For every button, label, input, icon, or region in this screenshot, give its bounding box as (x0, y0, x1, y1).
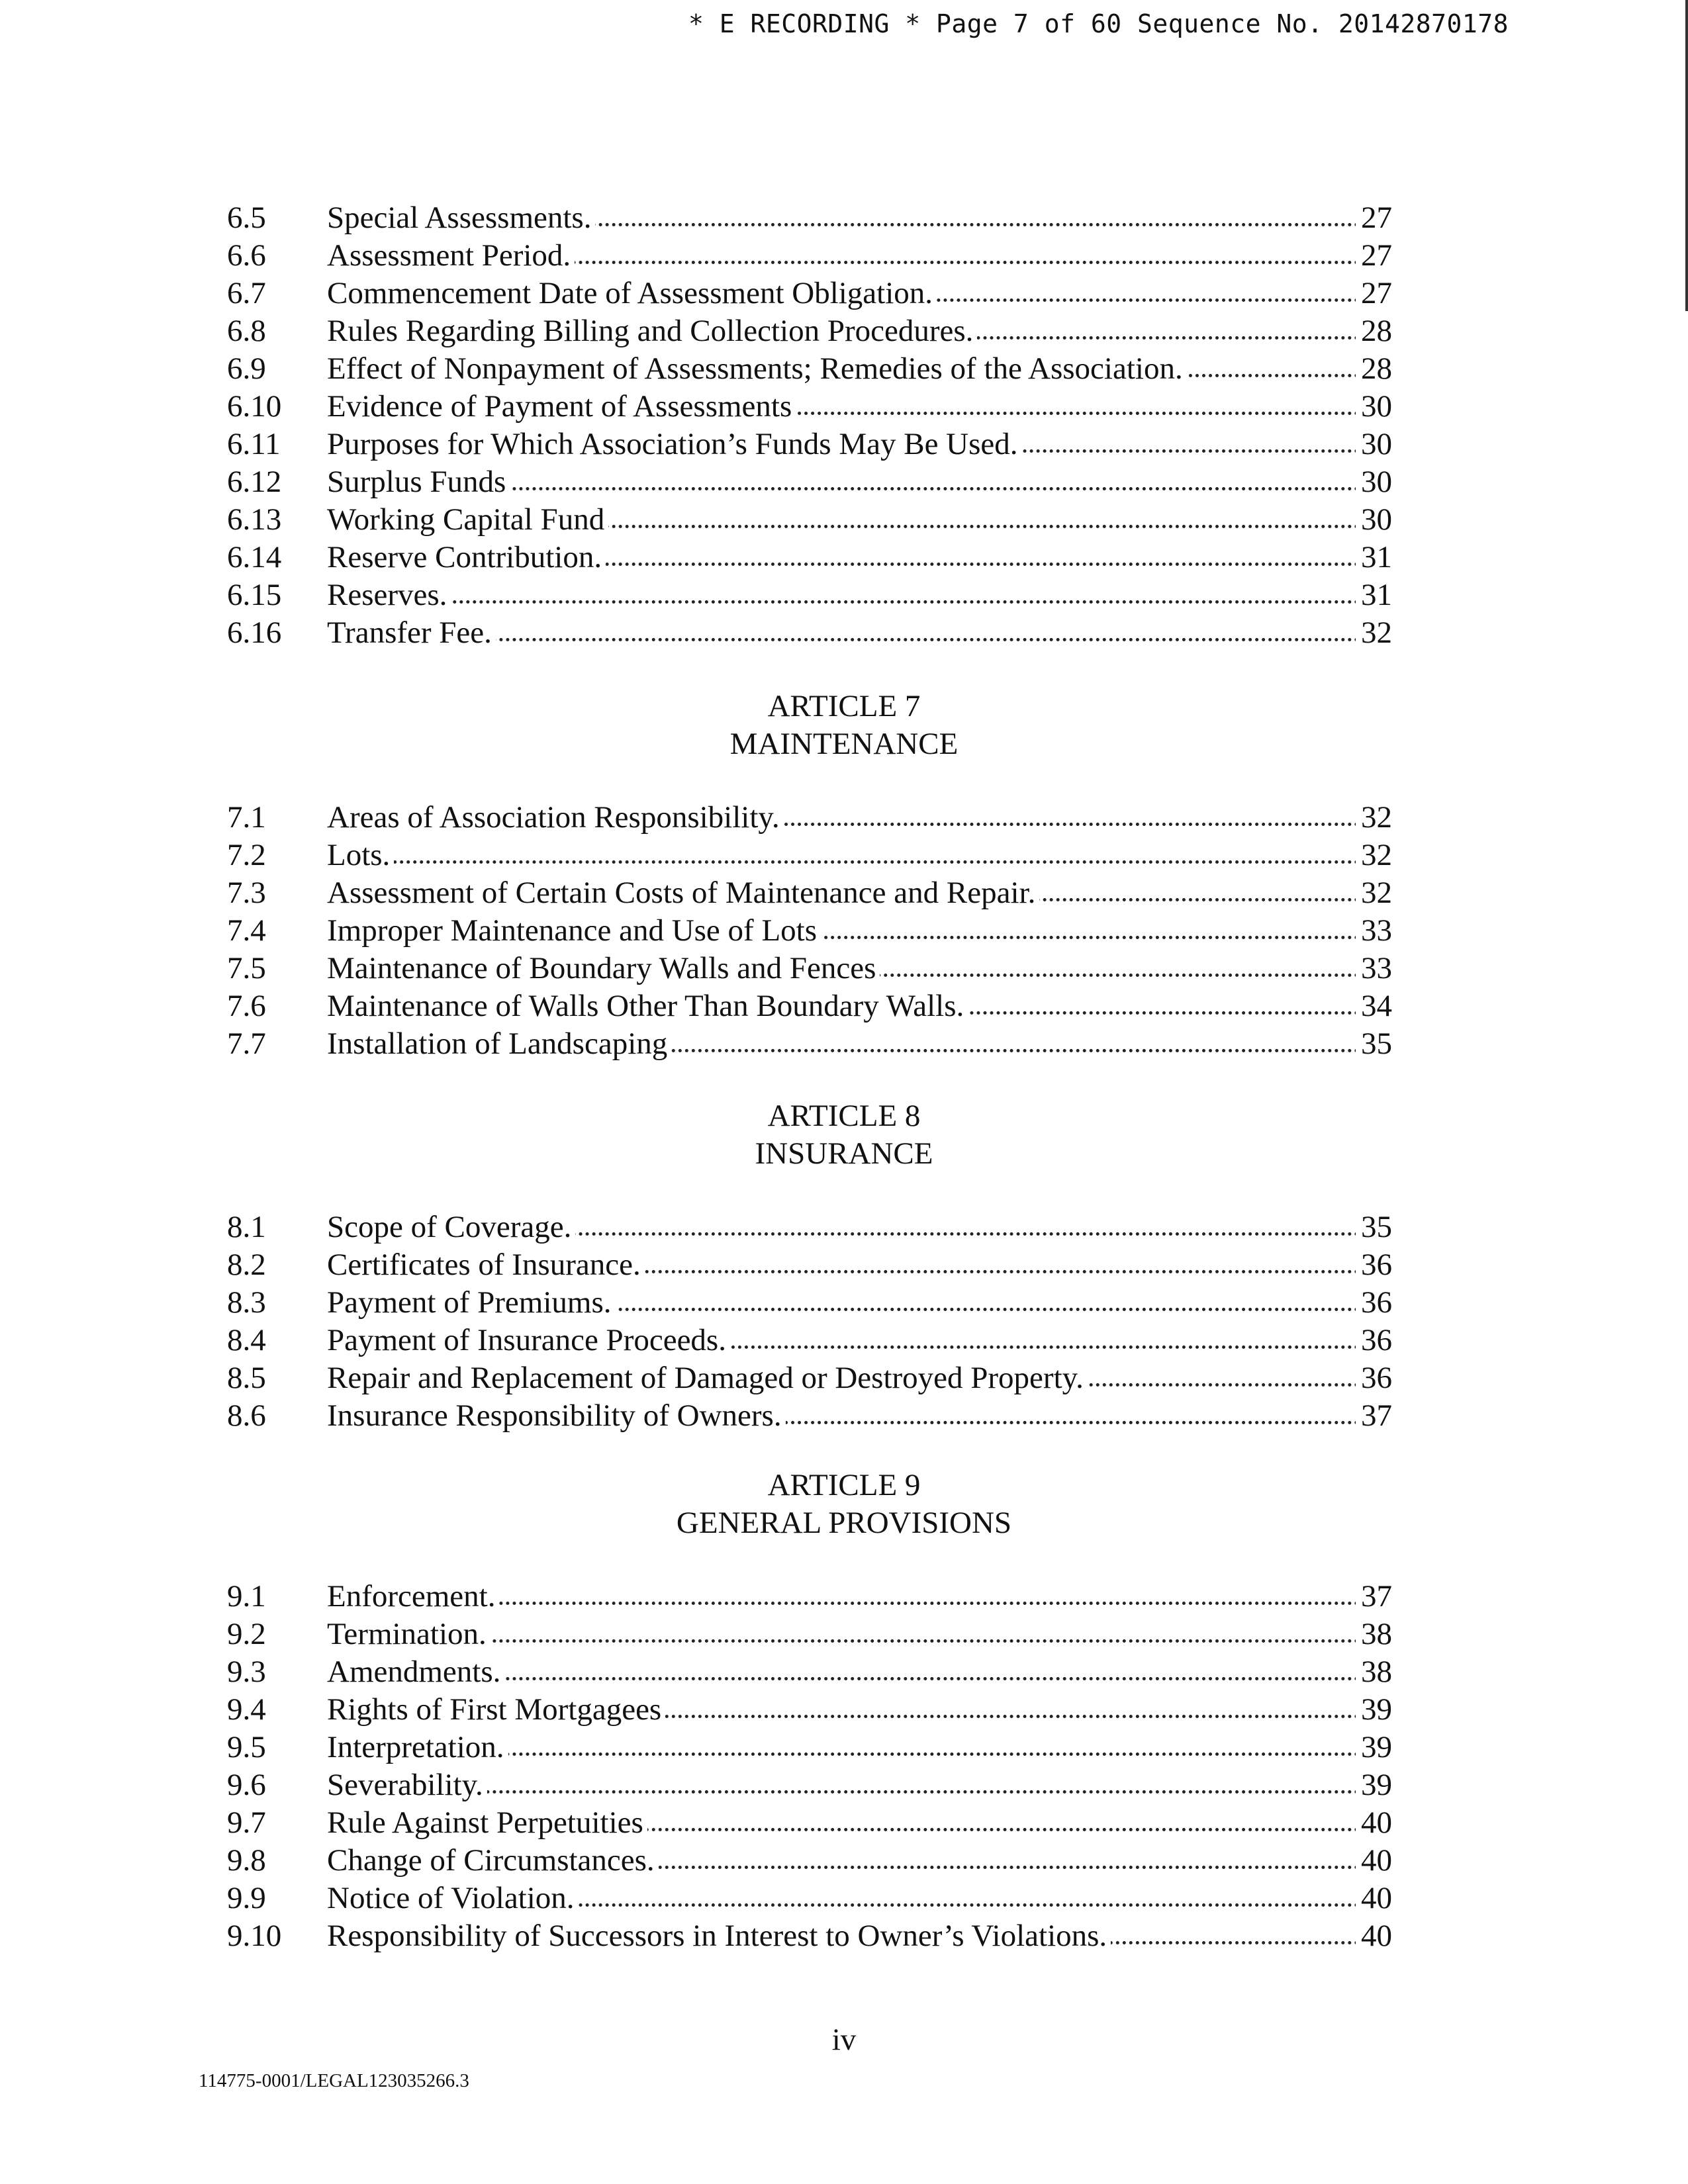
toc-entry-number: 9.5 (227, 1730, 266, 1764)
toc-entry-title: Enforcement. (327, 1579, 499, 1614)
toc-entry-number: 6.12 (227, 465, 282, 499)
toc-entry-title: Rule Against Perpetuities (327, 1805, 647, 1840)
toc-entry (227, 1918, 1392, 1955)
toc-entry-number: 6.11 (227, 427, 281, 461)
toc-entry-page: 37 (1356, 1578, 1392, 1614)
toc-entry (227, 1026, 1392, 1063)
toc-entry-page: 28 (1356, 351, 1392, 387)
toc-entry (227, 799, 1392, 837)
toc-entry-title: Special Assessments. (327, 201, 595, 235)
toc-entry (227, 1398, 1392, 1435)
toc-entry (227, 238, 1392, 275)
toc-entry-number: 6.5 (227, 201, 266, 235)
toc-entry-page: 31 (1356, 577, 1392, 613)
toc-entry-number: 9.4 (227, 1692, 266, 1727)
toc-entry-number: 8.2 (227, 1248, 266, 1282)
toc-entry-number: 7.4 (227, 913, 266, 948)
toc-entry-page: 39 (1356, 1729, 1392, 1765)
toc-entry-number: 9.8 (227, 1843, 266, 1878)
toc-entry (227, 539, 1392, 576)
toc-entry (227, 913, 1392, 950)
toc-entry-number: 6.16 (227, 615, 282, 650)
toc-entry-title: Payment of Insurance Proceeds. (327, 1323, 730, 1357)
toc-entry-title: Reserve Contribution. (327, 540, 606, 574)
toc-entry-title: Rights of First Mortgagees (327, 1692, 665, 1727)
toc-entry-number: 6.9 (227, 351, 266, 386)
toc-entry-title: Responsibility of Successors in Interest to Owner’s Violations. (327, 1919, 1111, 1953)
recording-stamp: * E RECORDING * Page 7 of 60 Sequence No. 20142870178 (688, 9, 1509, 38)
page-number: iv (831, 2023, 857, 2057)
toc-entry-title: Change of Circumstances. (327, 1843, 659, 1878)
toc-entry (227, 1578, 1392, 1615)
toc-entry-number: 9.3 (227, 1655, 266, 1689)
article-heading: GENERAL PROVISIONS (676, 1506, 1012, 1540)
toc-entry-title: Repair and Replacement of Damaged or Destroyed Property. (327, 1361, 1088, 1395)
toc-entry-page: 39 (1356, 1767, 1392, 1803)
toc-entry (227, 1654, 1392, 1691)
toc-entry-title: Assessment Period. (327, 238, 575, 273)
toc-entry (227, 1805, 1392, 1842)
toc-entry-title: Working Capital Fund (327, 502, 608, 537)
toc-entry-title: Improper Maintenance and Use of Lots (327, 913, 821, 948)
toc-entry (227, 388, 1392, 426)
scan-edge-line (1685, 0, 1688, 311)
toc-entry-page: 28 (1356, 313, 1392, 349)
toc-entry-title: Maintenance of Walls Other Than Boundary Walls. (327, 989, 968, 1023)
toc-entry-title: Effect of Nonpayment of Assessments; Remedies of the Association. (327, 351, 1187, 386)
toc-entry-number: 6.13 (227, 502, 282, 537)
toc-entry-page: 40 (1356, 1843, 1392, 1878)
toc-entry-title: Severability. (327, 1768, 487, 1802)
toc-entry-page: 40 (1356, 1918, 1392, 1954)
toc-entry (227, 200, 1392, 237)
toc-entry-number: 7.6 (227, 989, 266, 1023)
toc-entry-page: 40 (1356, 1880, 1392, 1916)
toc-entry-page: 27 (1356, 200, 1392, 236)
toc-entry (227, 1692, 1392, 1729)
toc-entry-title: Lots. (327, 838, 394, 872)
toc-entry (227, 988, 1392, 1025)
toc-entry-title: Commencement Date of Assessment Obligation. (327, 276, 937, 310)
toc-entry-title: Rules Regarding Billing and Collection Procedures. (327, 314, 977, 348)
toc-entry (227, 1285, 1392, 1322)
toc-entry-number: 7.5 (227, 951, 266, 985)
toc-entry-title: Insurance Responsibility of Owners. (327, 1398, 786, 1433)
toc-entry-title: Evidence of Payment of Assessments (327, 389, 796, 424)
toc-entry-page: 27 (1356, 238, 1392, 273)
article-number: ARTICLE 9 (767, 1468, 921, 1502)
toc-entry-page: 36 (1356, 1285, 1392, 1320)
toc-entry-number: 6.10 (227, 389, 282, 424)
toc-entry-page: 27 (1356, 275, 1392, 311)
toc-entry (227, 1729, 1392, 1766)
toc-entry-number: 6.8 (227, 314, 266, 348)
toc-entry-title: Certificates of Insurance. (327, 1248, 645, 1282)
toc-entry-number: 7.2 (227, 838, 266, 872)
toc-entry-page: 31 (1356, 539, 1392, 575)
toc-entry (227, 837, 1392, 874)
toc-entry (227, 313, 1392, 350)
article-heading: MAINTENANCE (729, 727, 959, 761)
toc-entry-number: 9.9 (227, 1881, 266, 1915)
toc-entry-page: 30 (1356, 502, 1392, 537)
toc-entry-number: 6.6 (227, 238, 266, 273)
toc-entry-page: 32 (1356, 615, 1392, 651)
toc-entry (227, 1616, 1392, 1653)
toc-leader-dots (327, 860, 1392, 864)
toc-entry-page: 36 (1356, 1322, 1392, 1358)
toc-entry-page: 39 (1356, 1692, 1392, 1727)
toc-entry-page: 30 (1356, 464, 1392, 500)
toc-entry-number: 6.15 (227, 578, 282, 612)
toc-entry-page: 38 (1356, 1616, 1392, 1652)
toc-entry-number: 8.1 (227, 1210, 266, 1244)
toc-entry (227, 1843, 1392, 1880)
toc-entry-page: 33 (1356, 950, 1392, 986)
toc-entry-page: 37 (1356, 1398, 1392, 1433)
toc-entry-page: 32 (1356, 837, 1392, 873)
toc-entry-page: 30 (1356, 388, 1392, 424)
toc-entry-number: 9.1 (227, 1579, 266, 1614)
toc-entry-number: 7.3 (227, 876, 266, 910)
toc-entry-title: Termination. (327, 1617, 491, 1651)
toc-entry-title: Reserves. (327, 578, 451, 612)
toc-entry (227, 502, 1392, 539)
toc-leader-dots (327, 600, 1392, 604)
toc-entry-page: 36 (1356, 1360, 1392, 1396)
toc-entry-number: 8.6 (227, 1398, 266, 1433)
toc-entry-title: Maintenance of Boundary Walls and Fences (327, 951, 880, 985)
toc-entry-title: Assessment of Certain Costs of Maintenance and Repair. (327, 876, 1039, 910)
toc-entry (227, 1880, 1392, 1917)
toc-entry-number: 8.3 (227, 1285, 266, 1320)
document-id: 114775-0001/LEGAL123035266.3 (199, 2070, 469, 2091)
toc-entry-title: Surplus Funds (327, 465, 510, 499)
toc-entry-page: 32 (1356, 875, 1392, 911)
toc-entry (227, 275, 1392, 312)
article-heading: INSURANCE (755, 1136, 933, 1171)
toc-entry-title: Purposes for Which Association’s Funds May Be Used. (327, 427, 1022, 461)
toc-entry-number: 6.14 (227, 540, 282, 574)
toc-entry-page: 33 (1356, 913, 1392, 948)
toc-entry (227, 1209, 1392, 1246)
toc-entry-number: 8.4 (227, 1323, 266, 1357)
toc-entry (227, 464, 1392, 501)
toc-entry-title: Scope of Coverage. (327, 1210, 575, 1244)
toc-entry (227, 950, 1392, 987)
toc-entry (227, 875, 1392, 912)
toc-entry-number: 9.7 (227, 1805, 266, 1840)
toc-entry-page: 32 (1356, 799, 1392, 835)
toc-entry-number: 7.1 (227, 800, 266, 835)
toc-entry (227, 1247, 1392, 1284)
toc-entry-number: 7.7 (227, 1026, 266, 1061)
toc-entry-page: 38 (1356, 1654, 1392, 1690)
toc-entry-page: 35 (1356, 1209, 1392, 1245)
toc-entry (227, 1360, 1392, 1397)
toc-entry (227, 577, 1392, 614)
toc-entry-title: Amendments. (327, 1655, 504, 1689)
toc-entry (227, 1322, 1392, 1359)
toc-entry-title: Transfer Fee. (327, 615, 496, 650)
toc-entry-number: 9.2 (227, 1617, 266, 1651)
toc-entry-title: Payment of Premiums. (327, 1285, 616, 1320)
toc-entry-page: 40 (1356, 1805, 1392, 1841)
toc-entry-number: 9.6 (227, 1768, 266, 1802)
toc-entry-page: 34 (1356, 988, 1392, 1024)
article-number: ARTICLE 7 (767, 689, 921, 723)
toc-entry-page: 35 (1356, 1026, 1392, 1062)
toc-entry-number: 8.5 (227, 1361, 266, 1395)
toc-entry (227, 426, 1392, 463)
toc-entry (227, 1767, 1392, 1804)
toc-entry (227, 615, 1392, 652)
toc-entry-page: 30 (1356, 426, 1392, 462)
toc-entry-title: Installation of Landscaping (327, 1026, 671, 1061)
toc-entry (227, 351, 1392, 388)
article-number: ARTICLE 8 (767, 1099, 921, 1133)
toc-entry-title: Areas of Association Responsibility. (327, 800, 784, 835)
toc-entry-title: Interpretation. (327, 1730, 508, 1764)
toc-entry-page: 36 (1356, 1247, 1392, 1283)
toc-entry-number: 6.7 (227, 276, 266, 310)
toc-entry-number: 9.10 (227, 1919, 282, 1953)
toc-entry-title: Notice of Violation. (327, 1881, 579, 1915)
